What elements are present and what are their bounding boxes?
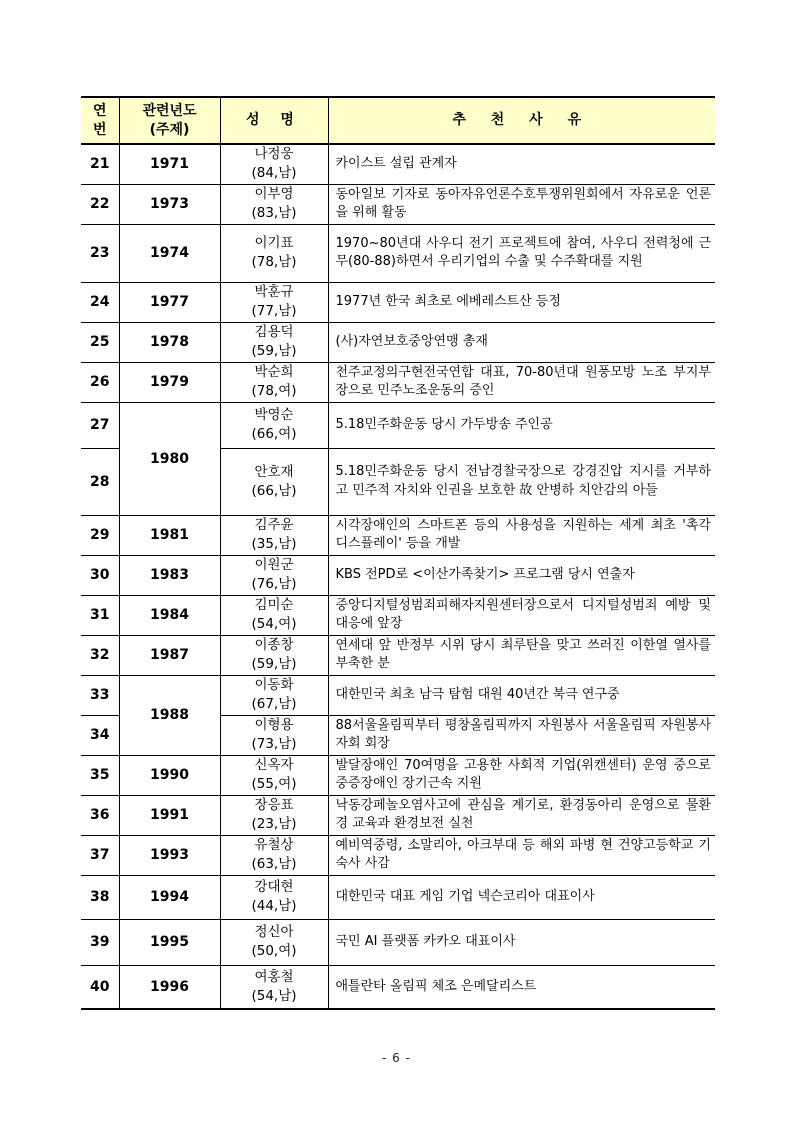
header-name xyxy=(220,97,328,144)
row-no: 24 xyxy=(81,282,119,322)
table-header-row xyxy=(81,97,715,144)
row-name-cell xyxy=(220,795,328,835)
row-year: 1993 xyxy=(119,835,220,875)
row-name-cell xyxy=(220,448,328,515)
header-reason xyxy=(328,97,715,144)
row-name: 박영순 xyxy=(254,407,294,423)
row-reason: 88서울올림픽부터 평창올림픽까지 자원봉사 서울올림픽 자원봉사자회 회장 xyxy=(328,715,715,755)
table-row xyxy=(81,675,715,715)
row-reason: 시각장애인의 스마트폰 등의 사용성을 지원하는 세계 최초 '촉각 디스플레이' 등을 개발 xyxy=(328,515,715,555)
row-name: 이형용 xyxy=(254,717,294,733)
row-name-cell xyxy=(220,362,328,402)
row-reason: 발달장애인 70여명을 고용한 사회적 기업(위캔센터) 운영 중으로 중증장애인 장기근속 지원 xyxy=(328,755,715,795)
row-no: 37 xyxy=(81,835,119,875)
row-reason: 대한민국 최초 남극 탐험 대원 40년간 북극 연구중 xyxy=(328,675,715,715)
row-no: 26 xyxy=(81,362,119,402)
header-year xyxy=(119,97,220,144)
row-name: 안호재 xyxy=(254,463,294,480)
table-row xyxy=(81,795,715,835)
row-no: 21 xyxy=(81,144,119,184)
row-no: 27 xyxy=(81,402,119,448)
row-year: 1990 xyxy=(119,755,220,795)
row-name-cell xyxy=(220,224,328,282)
row-name: 이원군 xyxy=(254,557,294,573)
row-name-cell xyxy=(220,282,328,322)
row-name-cell xyxy=(220,965,328,1009)
row-reason: 카이스트 설립 관계자 xyxy=(328,144,715,184)
row-name-cell xyxy=(220,675,328,715)
row-year: 1971 xyxy=(119,144,220,184)
row-no: 39 xyxy=(81,919,119,965)
table-row xyxy=(81,555,715,595)
row-reason: 천주교정의구현전국연합 대표, 70-80년대 원풍모방 노조 부지부장으로 민주노조운동의 증인 xyxy=(328,362,715,402)
row-no: 25 xyxy=(81,322,119,362)
table-row xyxy=(81,515,715,555)
row-no: 22 xyxy=(81,184,119,224)
row-name: 박훈규 xyxy=(254,284,294,300)
row-age: (54,여) xyxy=(251,616,297,632)
row-year: 1987 xyxy=(119,635,220,675)
row-age: (76,남) xyxy=(251,576,297,592)
row-age: (44,남) xyxy=(251,898,297,914)
table-row xyxy=(81,402,715,448)
row-no: 38 xyxy=(81,875,119,919)
row-name-cell xyxy=(220,322,328,362)
row-no: 32 xyxy=(81,635,119,675)
row-name: 장응표 xyxy=(254,797,294,813)
row-age: (59,남) xyxy=(251,343,297,359)
row-name-cell xyxy=(220,919,328,965)
row-name: 이부영 xyxy=(254,186,294,202)
table-row xyxy=(81,919,715,965)
row-reason: 5.18민주화운동 당시 전남경찰국장으로 강경진압 지시를 거부하고 민주적 자치와 인권을 보호한 故 안병하 치안감의 아들 xyxy=(328,448,715,515)
row-year: 1978 xyxy=(119,322,220,362)
row-name-cell xyxy=(220,635,328,675)
row-age: (59,남) xyxy=(251,656,297,672)
row-age: (54,남) xyxy=(251,987,297,1004)
row-name: 이기표 xyxy=(254,235,294,251)
table-row xyxy=(81,965,715,1009)
row-age: (66,남) xyxy=(251,482,297,499)
row-age: (78,여) xyxy=(251,383,297,399)
table-row xyxy=(81,282,715,322)
row-year: 1995 xyxy=(119,919,220,965)
row-year: 1991 xyxy=(119,795,220,835)
row-reason: 대한민국 대표 게임 기업 넥슨코리아 대표이사 xyxy=(328,875,715,919)
table-row xyxy=(81,322,715,362)
row-name: 박순희 xyxy=(254,364,294,380)
recommendation-table xyxy=(81,96,715,1010)
row-name: 이동화 xyxy=(254,677,294,693)
row-year: 1988 xyxy=(119,675,220,755)
row-year: 1981 xyxy=(119,515,220,555)
row-no: 30 xyxy=(81,555,119,595)
row-age: (23,남) xyxy=(251,816,297,832)
row-reason: 애틀란타 올림픽 체조 은메달리스트 xyxy=(328,965,715,1009)
row-year: 1994 xyxy=(119,875,220,919)
table-row xyxy=(81,755,715,795)
row-reason: 동아일보 기자로 동아자유언론수호투쟁위원회에서 자유로운 언론을 위해 활동 xyxy=(328,184,715,224)
header-year-line2: (주제) xyxy=(149,121,190,138)
row-name-cell xyxy=(220,144,328,184)
row-reason: 연세대 앞 반정부 시위 당시 최루탄을 맞고 쓰러진 이한열 열사를 부축한 분 xyxy=(328,635,715,675)
row-age: (35,남) xyxy=(251,536,297,552)
row-name: 유철상 xyxy=(254,837,294,853)
row-no: 23 xyxy=(81,224,119,282)
header-no-line1: 연 xyxy=(92,102,107,119)
table-row xyxy=(81,875,715,919)
row-reason: 예비역중령, 소말리아, 아크부대 등 해외 파병 현 건양고등학교 기숙사 사감 xyxy=(328,835,715,875)
row-name: 신옥자 xyxy=(254,757,294,773)
table-row xyxy=(81,144,715,184)
row-name-cell xyxy=(220,555,328,595)
row-age: (55,여) xyxy=(251,776,297,792)
row-reason: 5.18민주화운동 당시 가두방송 주인공 xyxy=(328,402,715,448)
header-no-line2: 번 xyxy=(92,121,107,138)
row-reason: 낙동강페놀오염사고에 관심을 계기로, 환경동아리 운영으로 물환경 교육과 환경보전 실천 xyxy=(328,795,715,835)
row-name-cell xyxy=(220,184,328,224)
row-year: 1984 xyxy=(119,595,220,635)
row-no: 34 xyxy=(81,715,119,755)
row-name: 김미순 xyxy=(254,597,294,613)
row-age: (66,여) xyxy=(251,426,297,442)
row-year: 1979 xyxy=(119,362,220,402)
row-name: 정신아 xyxy=(254,924,294,940)
row-reason: 1977년 한국 최초로 에베레스트산 등정 xyxy=(328,282,715,322)
header-no xyxy=(81,97,119,144)
row-no: 29 xyxy=(81,515,119,555)
row-reason: 중앙디지털성범죄피해자지원센터장으로서 디지털성범죄 예방 및 대응에 앞장 xyxy=(328,595,715,635)
table-row xyxy=(81,835,715,875)
row-year: 1996 xyxy=(119,965,220,1009)
row-name: 이종창 xyxy=(254,637,294,653)
row-name-cell xyxy=(220,595,328,635)
row-no: 28 xyxy=(81,448,119,515)
header-year-line1: 관련년도 xyxy=(142,102,197,119)
row-year: 1974 xyxy=(119,224,220,282)
row-year: 1977 xyxy=(119,282,220,322)
row-name-cell xyxy=(220,755,328,795)
row-year: 1983 xyxy=(119,555,220,595)
row-no: 40 xyxy=(81,965,119,1009)
row-name-cell xyxy=(220,835,328,875)
row-age: (83,남) xyxy=(251,205,297,221)
row-name-cell xyxy=(220,515,328,555)
row-no: 31 xyxy=(81,595,119,635)
row-no: 35 xyxy=(81,755,119,795)
row-age: (50,여) xyxy=(251,943,297,959)
row-reason: KBS 전PD로 <이산가족찾기> 프로그램 당시 연출자 xyxy=(328,555,715,595)
row-age: (78,남) xyxy=(251,254,297,270)
row-age: (84,남) xyxy=(251,165,297,182)
row-name-cell xyxy=(220,715,328,755)
row-name-cell xyxy=(220,402,328,448)
row-age: (73,남) xyxy=(251,736,297,752)
page-number: - 6 - xyxy=(382,1051,411,1065)
row-name: 김주윤 xyxy=(254,517,294,533)
row-age: (63,남) xyxy=(251,856,297,872)
row-reason: 1970~80년대 사우디 전기 프로젝트에 참여, 사우디 전력청에 근무(80-88)하면서 우리기업의 수출 및 수주확대를 지원 xyxy=(328,224,715,282)
row-name: 김용덕 xyxy=(254,324,294,340)
row-age: (77,남) xyxy=(251,303,297,319)
row-no: 33 xyxy=(81,675,119,715)
header-reason-label: 추 천 사 유 xyxy=(452,112,592,128)
row-age: (67,남) xyxy=(251,696,297,712)
row-name: 여홍철 xyxy=(254,968,294,985)
row-no: 36 xyxy=(81,795,119,835)
row-name: 나정웅 xyxy=(254,146,294,163)
row-name-cell xyxy=(220,875,328,919)
table-row xyxy=(81,635,715,675)
row-reason: (사)자연보호중앙연맹 총재 xyxy=(328,322,715,362)
row-reason: 국민 AI 플랫폼 카카오 대표이사 xyxy=(328,919,715,965)
row-year: 1980 xyxy=(119,402,220,515)
row-name: 강대현 xyxy=(254,879,294,895)
table-row xyxy=(81,184,715,224)
table-row xyxy=(81,595,715,635)
table-row xyxy=(81,224,715,282)
header-name-label: 성 명 xyxy=(246,112,302,128)
row-year: 1973 xyxy=(119,184,220,224)
table-row xyxy=(81,362,715,402)
